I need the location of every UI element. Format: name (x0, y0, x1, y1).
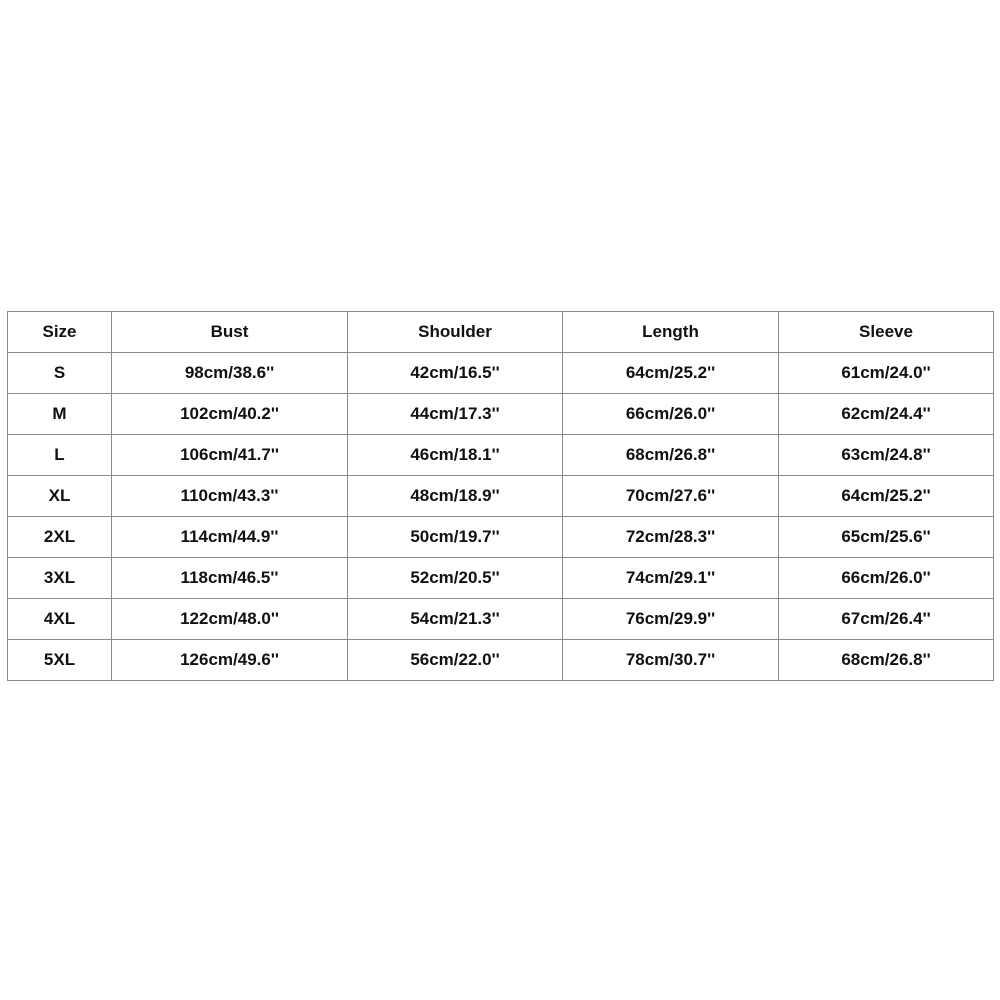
cell-bust: 114cm/44.9'' (112, 517, 348, 558)
table-row (8, 640, 994, 681)
cell-size: 3XL (8, 558, 112, 599)
cell-size: 2XL (8, 517, 112, 558)
cell-size: XL (8, 476, 112, 517)
cell-sleeve: 66cm/26.0'' (779, 558, 994, 599)
cell-shoulder: 56cm/22.0'' (348, 640, 563, 681)
cell-size: 4XL (8, 599, 112, 640)
cell-length: 78cm/30.7'' (563, 640, 779, 681)
cell-sleeve: 63cm/24.8'' (779, 435, 994, 476)
table-row (8, 599, 994, 640)
cell-size: M (8, 394, 112, 435)
header-length: Length (563, 312, 779, 353)
cell-length: 74cm/29.1'' (563, 558, 779, 599)
cell-shoulder: 52cm/20.5'' (348, 558, 563, 599)
cell-sleeve: 61cm/24.0'' (779, 353, 994, 394)
header-shoulder: Shoulder (348, 312, 563, 353)
table-row (8, 476, 994, 517)
cell-size: S (8, 353, 112, 394)
header-bust: Bust (112, 312, 348, 353)
cell-bust: 122cm/48.0'' (112, 599, 348, 640)
table-row (8, 517, 994, 558)
cell-bust: 118cm/46.5'' (112, 558, 348, 599)
cell-bust: 106cm/41.7'' (112, 435, 348, 476)
cell-sleeve: 67cm/26.4'' (779, 599, 994, 640)
cell-shoulder: 48cm/18.9'' (348, 476, 563, 517)
cell-shoulder: 50cm/19.7'' (348, 517, 563, 558)
cell-sleeve: 64cm/25.2'' (779, 476, 994, 517)
cell-length: 72cm/28.3'' (563, 517, 779, 558)
cell-length: 70cm/27.6'' (563, 476, 779, 517)
header-sleeve: Sleeve (779, 312, 994, 353)
cell-bust: 110cm/43.3'' (112, 476, 348, 517)
size-chart-table (7, 311, 994, 681)
cell-length: 68cm/26.8'' (563, 435, 779, 476)
cell-length: 64cm/25.2'' (563, 353, 779, 394)
cell-size: L (8, 435, 112, 476)
cell-length: 76cm/29.9'' (563, 599, 779, 640)
cell-length: 66cm/26.0'' (563, 394, 779, 435)
cell-sleeve: 62cm/24.4'' (779, 394, 994, 435)
cell-size: 5XL (8, 640, 112, 681)
table-row (8, 558, 994, 599)
header-row (8, 312, 994, 353)
cell-bust: 126cm/49.6'' (112, 640, 348, 681)
cell-shoulder: 54cm/21.3'' (348, 599, 563, 640)
table-row (8, 394, 994, 435)
header-size: Size (8, 312, 112, 353)
cell-sleeve: 65cm/25.6'' (779, 517, 994, 558)
table-row (8, 353, 994, 394)
cell-bust: 98cm/38.6'' (112, 353, 348, 394)
cell-shoulder: 46cm/18.1'' (348, 435, 563, 476)
table-row (8, 435, 994, 476)
cell-shoulder: 42cm/16.5'' (348, 353, 563, 394)
cell-bust: 102cm/40.2'' (112, 394, 348, 435)
cell-shoulder: 44cm/17.3'' (348, 394, 563, 435)
cell-sleeve: 68cm/26.8'' (779, 640, 994, 681)
